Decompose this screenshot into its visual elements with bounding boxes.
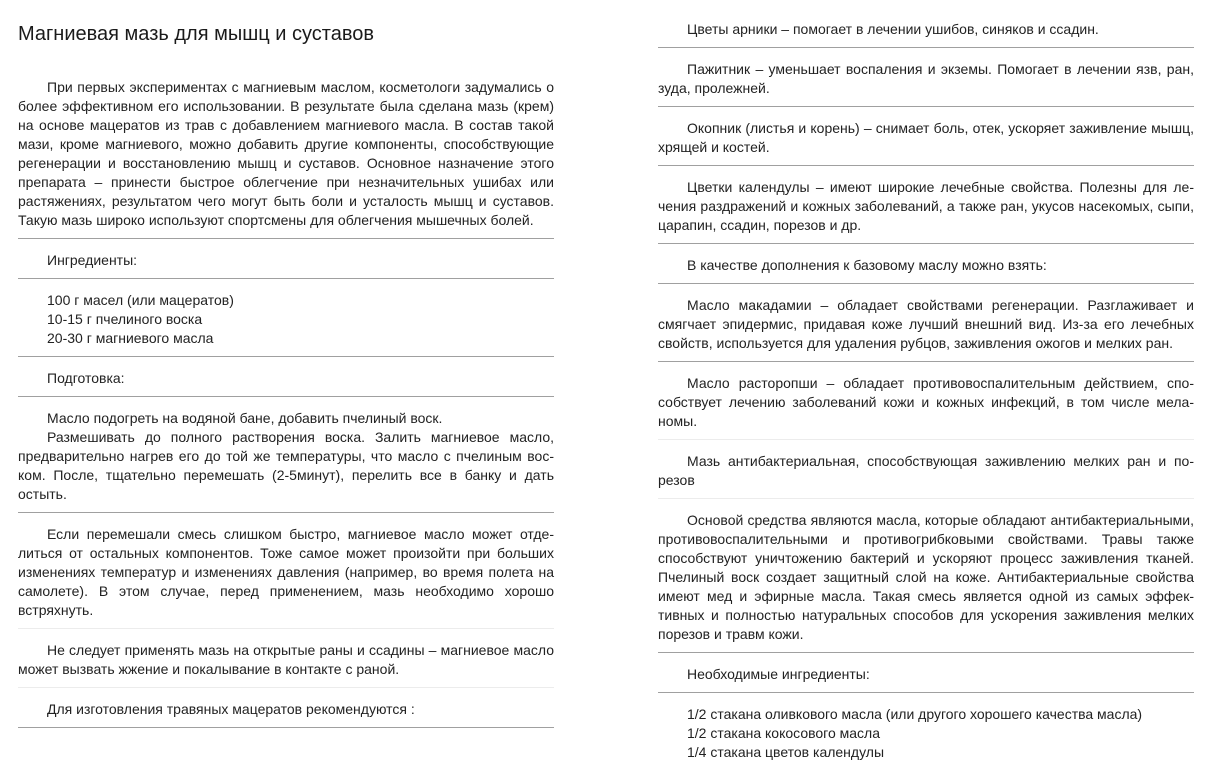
ingredient-item: 100 г масел (или мацератов): [47, 292, 234, 308]
ingredient-item: 1/2 стакана оливкового масла (или другого хорошего качества масла): [687, 706, 1143, 722]
arnica-paragraph: Цветы арники – помогает в лечении ушибов, синяков и ссадин.: [687, 21, 1099, 37]
right-column: [658, 20, 1194, 762]
divider: [658, 106, 1194, 107]
divider-faint: [18, 687, 554, 688]
divider: [658, 47, 1194, 48]
preparation-heading: Подготовка:: [47, 370, 125, 386]
needed-ingredients-heading: Необходимые ингредиенты:: [687, 666, 870, 682]
preparation-step-2: Размешивать до полного растворения воска. Залить магниевое масло, предварительно нагрев его до той же температуры, что масло с пчелиным воском. После, тщательно перемешать (2-5минут), перелить все в банку и дать остыть.: [18, 429, 554, 502]
left-body: [18, 78, 554, 740]
intro-paragraph: При первых экспериментах с магниевым маслом, косметологи задумались о более эффективном его использовании. В результате была сделана мазь (крем) на основе мацератов из трав с добавлением магниевого масла. В состав такой мази, кроме магниевого, можно добавить другие компоненты, способствующие регенерации и восстановлению мышц и суставов. Основное назначение этого препарата – принести быстрое облегчение при незначительных ушибах или растяжениях, результатом чего могут быть боли и усталость мышц и суставов. Такую мазь широко используют спортсмены для облегчения мышечных болей.: [18, 79, 554, 228]
mixing-warning-paragraph: Если перемешали смесь слишком быстро, магниевое масло может отделиться от остальных компонентов. Тоже самое может произойти при больших изменениях температур и изменениях давления (например, во время полета на самолете). В этом случае, перед применением, мазь необходимо хорошо встряхнуть.: [18, 526, 554, 618]
divider: [658, 692, 1194, 693]
ingredient-item: 20-30 г магниевого масла: [47, 330, 214, 346]
divider: [658, 243, 1194, 244]
divider: [18, 238, 554, 239]
divider: [658, 652, 1194, 653]
base-oil-heading: В качестве дополнения к базовому маслу можно взять:: [687, 257, 1047, 273]
divider: [658, 361, 1194, 362]
divider-faint: [18, 628, 554, 629]
divider: [18, 396, 554, 397]
ingredient-item: 1/4 стакана цветов календулы: [687, 744, 885, 760]
milk-thistle-paragraph: Масло расторопши – обладает противовоспалительным действием, способствует лечению заболеваний кожи и кожных инфекций, в том числе меланомы.: [658, 375, 1194, 429]
wounds-warning-paragraph: Не следует применять мазь на открытые раны и ссадины – магниевое масло может вызвать жжение и покалывание в контакте с раной.: [18, 642, 554, 677]
divider: [18, 727, 554, 728]
preparation-step-1: Масло подогреть на водяной бане, добавить пчелиный воск.: [47, 410, 443, 426]
ingredient-item: 10-15 г пчелиного воска: [47, 311, 203, 327]
ingredient-item: 1/2 стакана кокосового масла: [687, 725, 881, 741]
page-title: Магниевая мазь для мышц и суставов: [18, 23, 374, 45]
divider-faint: [658, 498, 1194, 499]
divider: [18, 512, 554, 513]
fenugreek-paragraph: Пажитник – уменьшает воспаления и экземы. Помогает в лечении язв, ран, зуда, пролежней.: [658, 61, 1194, 96]
divider: [18, 356, 554, 357]
divider: [658, 283, 1194, 284]
antibacterial-heading: Мазь антибактериальная, способствующая заживлению мелких ран и порезов: [658, 453, 1194, 488]
divider: [18, 278, 554, 279]
ingredients-list: [18, 291, 554, 348]
antibacterial-description: Основой средства являются масла, которые обладают антибактериальными, противовоспалительными и противогрибковыми свойствами. Травы также способствуют уничтожению бактерий и ускоряют процесс заживления тканей. Пчелиный воск создает защитный слой на коже. Антибактериальные свойства имеют мед и эфирные масла. Такая смесь является одной из самых эффективных и полностью натуральных способов для ускорения заживления мелких порезов и травм кожи.: [658, 512, 1194, 642]
divider: [658, 165, 1194, 166]
needed-ingredients-list: [658, 705, 1194, 762]
calendula-paragraph: Цветки календулы – имеют широкие лечебные свойства. Полезны для лечения раздражений и кожных заболеваний, а также ран, укусов насекомых, сыпи, царапин, ссадин, порезов и др.: [658, 179, 1194, 233]
comfrey-paragraph: Окопник (листья и корень) – снимает боль, отек, ускоряет заживление мышц, хрящей и костей.: [658, 120, 1194, 155]
macadamia-paragraph: Масло макадамии – обладает свойствами регенерации. Разглаживает и смягчает эпидермис, придавая коже лучший внешний вид. Из-за его лечебных свойств, используется для удаления рубцов, заживления ожогов и мелких ран.: [658, 297, 1194, 351]
ingredients-heading: Ингредиенты:: [47, 252, 138, 268]
divider-faint: [658, 439, 1194, 440]
macerates-heading: Для изготовления травяных мацератов рекомендуются :: [47, 701, 415, 717]
